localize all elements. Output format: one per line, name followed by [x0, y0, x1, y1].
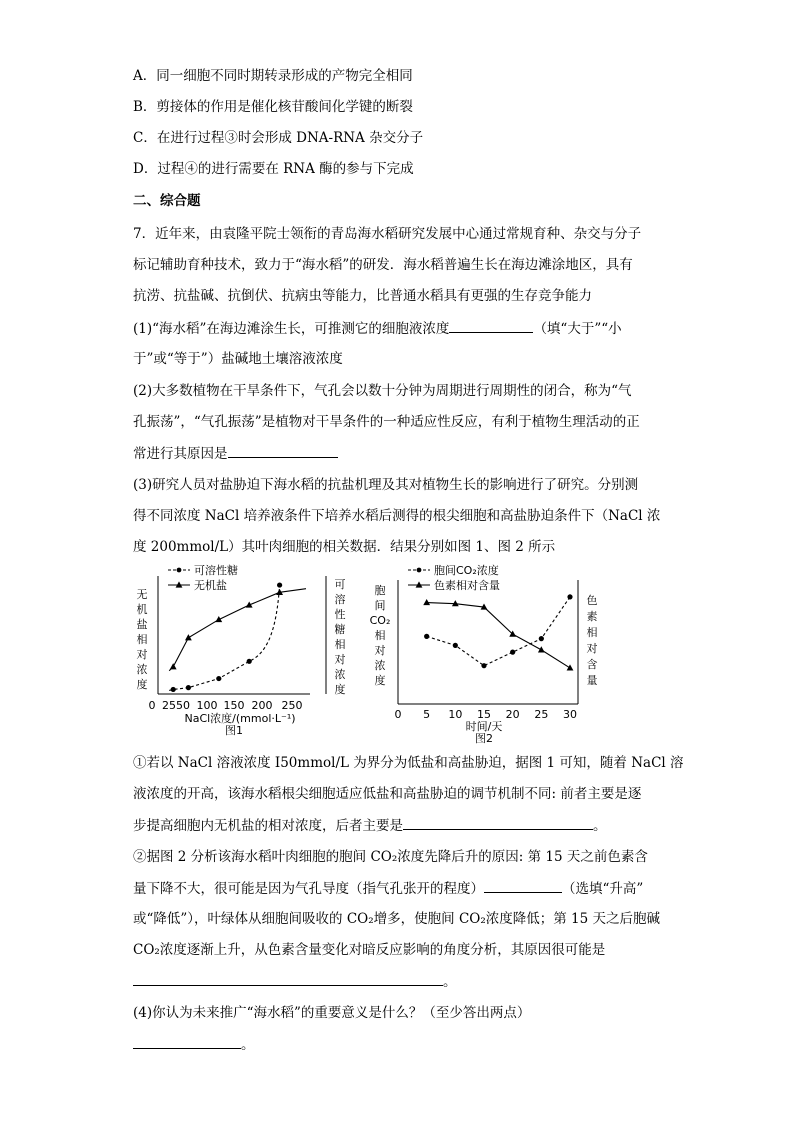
fig1-salt-point — [185, 634, 192, 640]
fig1-legend-sugar-label: 可溶性糖 — [194, 564, 238, 577]
fig1-ylabel-right-char: 度 — [334, 683, 346, 696]
fig2-ylabel-left-char: 度 — [374, 674, 386, 687]
fig1-sugar-point — [247, 659, 252, 664]
fig2-ylabel-left-char: 对 — [374, 644, 386, 657]
section-title: 二、综合题 — [133, 193, 201, 209]
fig2-ylabel-right-char: 素 — [586, 610, 598, 623]
q7-sub2-line3: 或“降低”），叶绿体从细胞间吸收的 CO₂增多，使胞间 CO₂浓度降低；第 15 天之后胞碱 — [133, 911, 661, 927]
fig2-ylabel-left-char: 浓 — [374, 659, 386, 672]
fig1-ylabel-right-char: 相 — [334, 638, 346, 651]
q7-part1-line1: (1)“海水稻”在海边滩涂生长，可推测它的细胞液浓度 （填“大于”“小 — [133, 318, 622, 339]
fig2-ylabel-left-char: 相 — [374, 629, 386, 642]
fig1-ylabel-left-char: 浓 — [136, 663, 148, 676]
fig2-tick-label: 0 — [394, 708, 402, 721]
fig2-co2-line — [427, 597, 570, 666]
fig1-xlabel: NaCl浓度/(mmol·L⁻¹) — [184, 712, 296, 725]
q7-sub1-line1: ①若以 NaCl 溶液浓度 I50mmol/L 为界分为低盐和高盐胁迫，据图 1 可知，随着 NaCl 溶 — [133, 755, 684, 771]
fig2-ylabel-left-char: 间 — [374, 599, 386, 612]
fig2-tick-label: 15 — [477, 708, 491, 721]
option-d: D．过程④的进行需要在 RNA 酶的参与下完成 — [133, 161, 414, 177]
fig1-salt-line — [169, 589, 306, 671]
fig2-tick-label: 10 — [448, 708, 463, 721]
fig2-legend-pigment-label: 色素相对含量 — [434, 579, 500, 592]
answer-blank-2[interactable] — [228, 443, 338, 458]
fig2-tick-label: 25 — [534, 708, 549, 721]
fig2-pigment-point — [538, 646, 545, 652]
fig1-sugar-line — [169, 585, 279, 690]
fig1-caption: 图1 — [225, 724, 243, 737]
fig2-pigment-point — [567, 664, 574, 670]
q7-part2-line3: 常进行其原因是 — [133, 443, 338, 464]
fig1-sugar-point — [186, 685, 191, 690]
q7-part3-line3: 度 200mmol/L）其叶肉细胞的相关数据．结果分别如图 1、图 2 所示 — [133, 539, 556, 555]
answer-blank-5[interactable] — [133, 971, 443, 986]
fig1-tick-label: 250 — [281, 699, 303, 712]
fig2-tick-label: 20 — [505, 708, 520, 721]
fig1-legend-sugar-marker — [177, 568, 182, 573]
q7-intro-line3: 抗涝、抗盐碱、抗倒伏、抗病虫等能力，比普通水稻具有更强的生存竞争能力 — [133, 288, 592, 304]
q7-intro-line1: 7．近年来，由袁隆平院士领衔的青岛海水稻研究发展中心通过常规育种、杂交与分子 — [133, 226, 642, 242]
option-c: C．在进行过程③时会形成 DNA-RNA 杂交分子 — [133, 130, 424, 146]
fig1-ylabel-left-char: 相 — [136, 633, 148, 646]
fig2-legend-co2-marker — [417, 568, 422, 573]
q7-part3-line2: 得不同浓度 NaCl 培养液条件下培养水稻后测得的根尖细胞和高盐胁迫条件下（NaCl 浓 — [133, 508, 661, 524]
fig2-tick-label: 30 — [563, 708, 577, 721]
fig2-pigment-point — [423, 599, 430, 605]
q7-sub2-line5: 。 — [133, 971, 457, 992]
fig2-legend-co2-label: 胞间CO₂浓度 — [434, 564, 499, 577]
fig1-ylabel-right-char: 性 — [334, 608, 346, 621]
fig2-co2-point — [567, 594, 572, 599]
q7-part4-line2: 。 — [133, 1034, 255, 1055]
fig2-co2-point — [424, 634, 429, 639]
fig2-caption: 图2 — [475, 732, 493, 745]
q7-sub2-line1: ②据图 2 分析该海水稻叶肉细胞的胞间 CO₂浓度先降后升的原因: 第 15 天之前色素含 — [133, 849, 648, 865]
fig1-sugar-point — [277, 582, 282, 587]
fig1-ylabel-left-char: 对 — [136, 648, 148, 661]
fig2-co2-point — [481, 663, 486, 668]
fig2-co2-point — [539, 636, 544, 641]
fig1-tick-label: 100 — [196, 699, 218, 712]
option-a: A．同一细胞不同时期转录形成的产物完全相同 — [133, 68, 413, 84]
fig1-ylabel-right-char: 可 — [334, 578, 346, 591]
q7-part1-line2: 于”或“等于”）盐碱地土壤溶液浓度 — [133, 351, 343, 367]
q7-part2-line1: (2)大多数植物在干旱条件下，气孔会以数十分钟为周期进行周期性的闭合，称为“气 — [133, 383, 632, 399]
fig2-ylabel-left-char: CO₂ — [369, 614, 391, 627]
q7-sub2-line2: 量下降不大，很可能是因为气孔导度（指气孔张开的程度） （选填“升高” — [133, 878, 643, 899]
fig2-xlabel: 时间/天 — [465, 720, 503, 733]
fig1-ylabel-left-char: 度 — [136, 678, 148, 691]
fig1-tick-label: 150 — [223, 699, 245, 712]
fig1-salt-point — [170, 663, 177, 669]
fig2-ylabel-right-char: 对 — [586, 642, 598, 655]
fig1-ylabel-right-char: 对 — [334, 653, 346, 666]
answer-blank-6[interactable] — [133, 1034, 241, 1049]
fig1-ylabel-left-char: 无 — [136, 588, 148, 601]
q7-intro-line2: 标记辅助育种技术，致力于“海水稻”的研发．海水稻普遍生长在海边滩涂地区，具有 — [133, 257, 633, 273]
fig1-salt-point — [215, 616, 222, 622]
q7-sub1-line2: 液浓度的开高，该海水稻根尖细胞适应低盐和高盐胁迫的调节机制不同: 前者主要是逐 — [133, 786, 642, 802]
figures — [130, 558, 610, 748]
fig1-tick-label: 2550 — [162, 699, 190, 712]
answer-blank-3[interactable] — [403, 815, 593, 830]
fig2-ylabel-left-char: 胞 — [374, 584, 386, 597]
answer-blank-1[interactable] — [449, 318, 533, 333]
answer-blank-4[interactable] — [484, 878, 562, 893]
fig2-tick-label: 5 — [423, 708, 431, 721]
fig2-ylabel-right-char: 含 — [586, 658, 598, 671]
fig1-ylabel-right-char: 糖 — [334, 623, 346, 636]
fig1-sugar-point — [171, 687, 176, 692]
fig2-ylabel-right-char: 色 — [586, 594, 598, 607]
option-b: B．剪接体的作用是催化核苷酸间化学键的断裂 — [133, 99, 413, 115]
q7-sub2-line4: CO₂浓度逐渐上升，从色素含量变化对暗反应影响的角度分析，其原因很可能是 — [133, 942, 606, 958]
fig2-co2-point — [453, 643, 458, 648]
fig1-legend-salt-label: 无机盐 — [194, 579, 227, 592]
fig1-ylabel-left-char: 盐 — [136, 618, 148, 631]
fig1-sugar-point — [216, 676, 221, 681]
fig1-ylabel-right-char: 浓 — [334, 668, 346, 681]
fig1-ylabel-left-char: 机 — [136, 603, 148, 616]
fig2-ylabel-right-char: 相 — [586, 626, 598, 639]
q7-part4-line1: (4)你认为未来推广“海水稻”的重要意义是什么？（至少答出两点） — [133, 1005, 531, 1021]
fig1-tick-label: 200 — [251, 699, 273, 712]
fig1-tick-label: 0 — [148, 699, 156, 712]
q7-sub1-line3: 步提高细胞内无机盐的相对浓度，后者主要是 。 — [133, 815, 607, 836]
fig2-co2-point — [510, 650, 515, 655]
q7-part2-line2: 孔振荡”，“气孔振荡”是植物对干旱条件的一种适应性反应，有利于植物生理活动的正 — [133, 414, 640, 430]
fig2-pigment-line — [427, 603, 570, 668]
fig1-ylabel-right-char: 溶 — [334, 593, 346, 606]
q7-part3-line1: (3)研究人员对盐胁迫下海水稻的抗盐机理及其对植物生长的影响进行了研究。分别测 — [133, 477, 639, 493]
fig2-ylabel-right-char: 量 — [586, 674, 598, 687]
